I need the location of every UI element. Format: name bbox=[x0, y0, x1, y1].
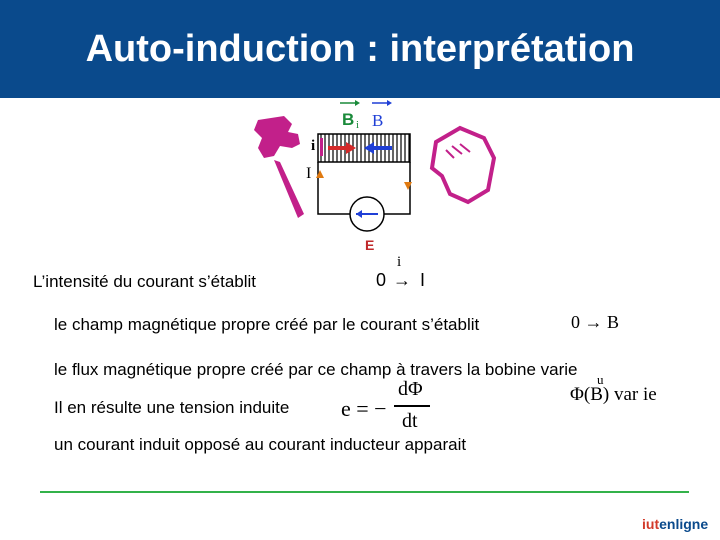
math-dt: dt bbox=[402, 410, 418, 432]
logo bbox=[642, 516, 708, 532]
logo-part-iut: iut bbox=[642, 516, 660, 532]
label-E: E bbox=[365, 237, 375, 253]
math-e-equals: e = − bbox=[341, 396, 387, 421]
induced-current-marker bbox=[320, 138, 323, 156]
math-i-top: i bbox=[397, 254, 402, 270]
math-I: I bbox=[420, 270, 426, 290]
footer-divider bbox=[40, 491, 689, 493]
slide-title: Auto-induction : interprétation bbox=[85, 28, 635, 70]
current-down-marker bbox=[404, 182, 412, 190]
math-u-marker: u bbox=[597, 372, 604, 387]
line-flux: le flux magnétique propre créé par ce champ à travers la bobine varie bbox=[54, 360, 578, 379]
label-B: B bbox=[372, 111, 384, 130]
label-Bi-subscript: i bbox=[356, 119, 360, 131]
voltage-source-E bbox=[350, 197, 384, 231]
title-bar bbox=[0, 0, 720, 98]
fraction-bar bbox=[394, 405, 430, 407]
line-intensity: L’intensité du courant s’établit bbox=[33, 272, 257, 291]
line-induced-current: un courant induit opposé au courant inducteur apparait bbox=[54, 435, 467, 454]
math-arrow: → bbox=[393, 270, 411, 290]
logo-part-ligne: ligne bbox=[675, 516, 709, 532]
line-induced-voltage: Il en résulte une tension induite bbox=[54, 398, 290, 417]
math-zero: 0 bbox=[376, 270, 387, 290]
math-dphi: dΦ bbox=[398, 378, 423, 400]
coil-circuit-diagram bbox=[240, 98, 500, 258]
label-Bi: B bbox=[342, 110, 355, 129]
right-hand-icon bbox=[432, 128, 494, 202]
label-i: i bbox=[311, 138, 316, 154]
left-hand-icon bbox=[254, 116, 304, 218]
label-I: I bbox=[306, 165, 312, 182]
math-flux-varies: Φ(B) var ie bbox=[570, 384, 657, 405]
line-field: le champ magnétique propre créé par le courant s’établit bbox=[54, 315, 480, 334]
math-zero-to-B: 0 → B bbox=[571, 312, 620, 332]
current-up-marker bbox=[316, 170, 324, 178]
logo-part-en: en bbox=[659, 516, 676, 532]
